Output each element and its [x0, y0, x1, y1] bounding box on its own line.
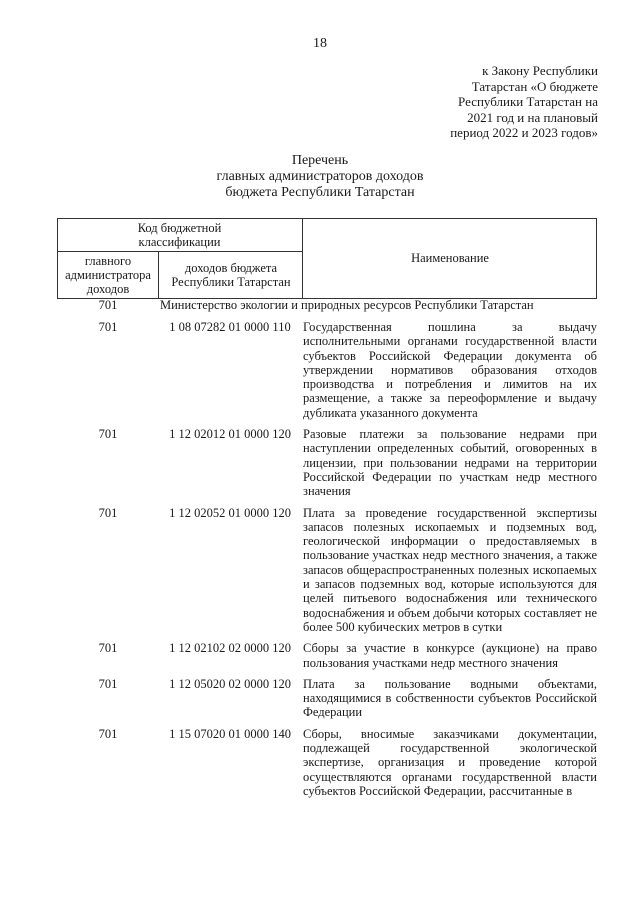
header-code-name-divider	[302, 218, 303, 299]
law-reference-line: Республики Татарстан на	[458, 94, 598, 109]
admin-code-cell: 701	[98, 726, 118, 741]
income-name-cell: Государственная пошлина за выдачу исполнительными органами государственной власти субъектов Российской Федерации документа об утверждении нормативов образования отходов производства и потребления и лимитов на их размещение, а также за переоформление и выдачу дубликата указанного документа	[303, 320, 597, 420]
law-reference-line: Татарстан «О бюджете	[471, 78, 598, 94]
header-admin-code-divider	[158, 251, 159, 299]
income-code-cell: 1 12 02052 01 0000 120	[169, 505, 291, 520]
income-name-cell: Сборы за участие в конкурсе (аукционе) на право пользования участками недр местного значения	[303, 641, 597, 670]
table-row	[57, 427, 597, 498]
title-line: Перечень	[291, 153, 349, 168]
header-admin-label: главного администратора доходов	[65, 254, 151, 296]
income-name-cell: Разовые платежи за пользование недрами при наступлении определенных событий, оговоренных в лицензии, при пользовании недрами на территории Российской Федерации по участкам недр местного значения	[303, 427, 597, 499]
table-right-border	[596, 218, 597, 299]
law-reference-line: период 2022 и 2023 годов»	[450, 125, 598, 140]
admin-code-cell: 701	[98, 320, 118, 334]
law-reference-line: 2021 год и на плановый	[467, 109, 598, 125]
table-row	[57, 320, 597, 420]
income-code-cell: 1 12 02102 02 0000 120	[169, 641, 291, 656]
header-code-label: доходов бюджета Республики Татарстан	[171, 261, 291, 289]
law-reference-line: к Закону Республики	[482, 63, 598, 78]
income-code-cell: 1 15 07020 01 0000 140	[169, 726, 291, 741]
table-row	[57, 506, 597, 635]
admin-code-cell: 701	[98, 298, 118, 312]
header-group-label: Код бюджетной классификации	[137, 221, 222, 249]
income-code-cell: 1 08 07282 01 0000 110	[169, 320, 291, 334]
ministry-name-cell: Министерство экологии и природных ресурсов Республики Татарстан	[160, 298, 534, 312]
admin-code-cell: 701	[98, 641, 118, 656]
admin-code-cell: 701	[98, 505, 118, 520]
table-top-border	[57, 218, 597, 219]
table-row	[57, 677, 597, 720]
income-code-cell: 1 12 05020 02 0000 120	[169, 676, 291, 691]
income-name-cell: Сборы, вносимые заказчиками документации, подлежащей государственной экологической экспертизе, организация и проведение которой осуществляются органами государственной власти субъектов Российской Федерации, рассчитанные в	[303, 726, 597, 798]
law-reference	[408, 63, 598, 141]
page-number: 18	[313, 36, 327, 51]
header-name-label: Наименование	[411, 251, 489, 265]
table-body	[57, 298, 597, 805]
admin-code-cell: 701	[98, 427, 118, 442]
table-row	[57, 641, 597, 670]
title-line: бюджета Республики Татарстан	[225, 185, 415, 200]
income-name-cell: Плата за пользование водными объектами, находящимися в собственности субъектов Российской Федерации	[303, 676, 597, 720]
title-line: главных администраторов доходов	[216, 169, 424, 184]
header-group-divider	[57, 251, 302, 252]
admin-code-cell: 701	[98, 676, 118, 691]
table-row	[57, 727, 597, 798]
income-name-cell: Плата за проведение государственной экспертизы запасов полезных ископаемых и подземных вод, геологической информации о предоставляемых в пользование участках недр местного значения, а также запасов общераспространенных полезных ископаемых и запасов подземных вод, которые используются для целей питьевого водоснабжения или технического водоснабжения и объем добычи которых составляет не более 500 кубических метров в сутки	[303, 505, 597, 634]
income-code-cell: 1 12 02012 01 0000 120	[169, 427, 291, 442]
table-row-ministry	[57, 298, 597, 314]
table-left-border	[57, 218, 58, 299]
document-title	[0, 153, 640, 201]
table-header	[57, 218, 597, 298]
